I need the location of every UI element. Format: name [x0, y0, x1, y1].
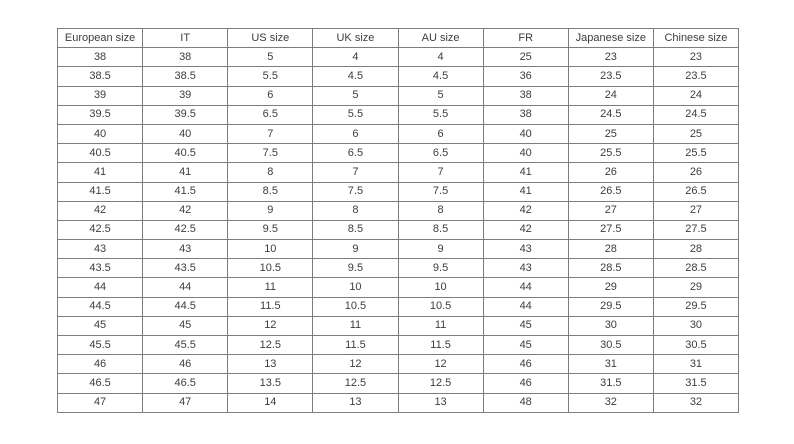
table-row	[58, 336, 739, 355]
table-cell: 7.5	[398, 182, 483, 201]
table-cell: 4	[398, 48, 483, 67]
table-cell: 31.5	[653, 374, 738, 393]
table-cell: 7	[398, 163, 483, 182]
table-cell: 41.5	[58, 182, 143, 201]
table-cell: 6.5	[228, 105, 313, 124]
table-cell: 7	[228, 124, 313, 143]
table-cell: 43	[483, 259, 568, 278]
table-cell: 11.5	[228, 297, 313, 316]
table-cell: 40	[483, 144, 568, 163]
shoe-size-conversion-table	[57, 28, 739, 413]
table-cell: 27	[653, 201, 738, 220]
table-cell: 9.5	[398, 259, 483, 278]
table-cell: 27.5	[653, 220, 738, 239]
table-cell: 45.5	[58, 336, 143, 355]
table-cell: 31	[653, 355, 738, 374]
table-cell: 26	[568, 163, 653, 182]
table-cell: 13.5	[228, 374, 313, 393]
table-cell: 27.5	[568, 220, 653, 239]
table-cell: 29.5	[653, 297, 738, 316]
table-cell: 45	[483, 316, 568, 335]
table-cell: 46	[58, 355, 143, 374]
table-cell: 41	[483, 163, 568, 182]
table-cell: 28	[568, 240, 653, 259]
table-cell: 42.5	[143, 220, 228, 239]
table-cell: 29	[653, 278, 738, 297]
table-cell: 26.5	[653, 182, 738, 201]
table-cell: 45	[58, 316, 143, 335]
table-cell: 38	[58, 48, 143, 67]
table-cell: 12.5	[228, 336, 313, 355]
table-row	[58, 86, 739, 105]
table-cell: 28.5	[653, 259, 738, 278]
table-cell: 42	[143, 201, 228, 220]
table-cell: 25.5	[568, 144, 653, 163]
table-cell: 8	[313, 201, 398, 220]
table-row	[58, 297, 739, 316]
table-cell: 44.5	[143, 297, 228, 316]
table-cell: 8.5	[313, 220, 398, 239]
table-cell: 6.5	[398, 144, 483, 163]
table-cell: 23.5	[568, 67, 653, 86]
table-cell: 45.5	[143, 336, 228, 355]
table-cell: 28.5	[568, 259, 653, 278]
table-cell: 30.5	[653, 336, 738, 355]
table-cell: 42	[483, 201, 568, 220]
table-cell: 41.5	[143, 182, 228, 201]
table-row	[58, 144, 739, 163]
table-cell: 24.5	[653, 105, 738, 124]
table-cell: 27	[568, 201, 653, 220]
table-cell: 9	[313, 240, 398, 259]
table-cell: 24.5	[568, 105, 653, 124]
table-cell: 8.5	[398, 220, 483, 239]
table-cell: 48	[483, 393, 568, 412]
table-cell: 24	[653, 86, 738, 105]
table-cell: 44	[483, 297, 568, 316]
table-cell: 6	[228, 86, 313, 105]
table-cell: 25.5	[653, 144, 738, 163]
table-cell: 40	[143, 124, 228, 143]
table-cell: 44	[58, 278, 143, 297]
table-cell: 38	[143, 48, 228, 67]
table-cell: 9	[228, 201, 313, 220]
table-cell: 10.5	[228, 259, 313, 278]
header-cell: IT	[143, 29, 228, 48]
table-cell: 42	[483, 220, 568, 239]
table-cell: 5.5	[313, 105, 398, 124]
table-cell: 13	[228, 355, 313, 374]
table-row	[58, 48, 739, 67]
header-cell: AU size	[398, 29, 483, 48]
table-cell: 30.5	[568, 336, 653, 355]
table-cell: 44	[483, 278, 568, 297]
table-cell: 11	[228, 278, 313, 297]
table-cell: 6.5	[313, 144, 398, 163]
table-cell: 39	[58, 86, 143, 105]
table-cell: 25	[568, 124, 653, 143]
table-cell: 6	[398, 124, 483, 143]
table-cell: 38	[483, 86, 568, 105]
table-cell: 12.5	[313, 374, 398, 393]
table-cell: 40	[483, 124, 568, 143]
table-cell: 29.5	[568, 297, 653, 316]
table-cell: 9.5	[313, 259, 398, 278]
table-cell: 13	[398, 393, 483, 412]
table-row	[58, 393, 739, 412]
table-cell: 9	[398, 240, 483, 259]
table-cell: 7.5	[313, 182, 398, 201]
table-cell: 38.5	[58, 67, 143, 86]
table-cell: 26	[653, 163, 738, 182]
table-cell: 7.5	[228, 144, 313, 163]
table-cell: 39.5	[58, 105, 143, 124]
table-row	[58, 220, 739, 239]
table-body	[58, 48, 739, 413]
table-cell: 40.5	[58, 144, 143, 163]
table-row	[58, 163, 739, 182]
table-cell: 32	[568, 393, 653, 412]
table-cell: 46	[483, 355, 568, 374]
table-cell: 11.5	[398, 336, 483, 355]
table-row	[58, 67, 739, 86]
table-cell: 12	[228, 316, 313, 335]
table-cell: 45	[483, 336, 568, 355]
table-cell: 6	[313, 124, 398, 143]
table-cell: 42.5	[58, 220, 143, 239]
table-row	[58, 182, 739, 201]
table-cell: 26.5	[568, 182, 653, 201]
table-cell: 32	[653, 393, 738, 412]
table-cell: 41	[483, 182, 568, 201]
table-cell: 13	[313, 393, 398, 412]
table-cell: 8	[398, 201, 483, 220]
table-cell: 12.5	[398, 374, 483, 393]
table-cell: 41	[58, 163, 143, 182]
table-cell: 11	[313, 316, 398, 335]
table-cell: 14	[228, 393, 313, 412]
table-cell: 11	[398, 316, 483, 335]
table-cell: 10.5	[313, 297, 398, 316]
table-cell: 28	[653, 240, 738, 259]
table-cell: 9.5	[228, 220, 313, 239]
table-cell: 25	[653, 124, 738, 143]
table-cell: 47	[143, 393, 228, 412]
table-cell: 30	[568, 316, 653, 335]
table-cell: 40	[58, 124, 143, 143]
table-row	[58, 316, 739, 335]
table-row	[58, 201, 739, 220]
table-cell: 8.5	[228, 182, 313, 201]
table-cell: 24	[568, 86, 653, 105]
table-row	[58, 355, 739, 374]
table-header	[58, 29, 739, 48]
table-cell: 5	[313, 86, 398, 105]
table-cell: 39.5	[143, 105, 228, 124]
table-cell: 45	[143, 316, 228, 335]
table-cell: 5	[398, 86, 483, 105]
table-cell: 41	[143, 163, 228, 182]
table-cell: 46	[483, 374, 568, 393]
table-cell: 10	[313, 278, 398, 297]
table-cell: 11.5	[313, 336, 398, 355]
table-cell: 31.5	[568, 374, 653, 393]
table-cell: 4.5	[398, 67, 483, 86]
table-cell: 7	[313, 163, 398, 182]
table-cell: 10	[398, 278, 483, 297]
table-cell: 46.5	[58, 374, 143, 393]
table-cell: 38.5	[143, 67, 228, 86]
table-cell: 46.5	[143, 374, 228, 393]
table-cell: 10.5	[398, 297, 483, 316]
table-cell: 29	[568, 278, 653, 297]
table-cell: 23	[653, 48, 738, 67]
table-cell: 36	[483, 67, 568, 86]
table-cell: 42	[58, 201, 143, 220]
table-cell: 12	[313, 355, 398, 374]
table-cell: 5.5	[228, 67, 313, 86]
header-cell: Chinese size	[653, 29, 738, 48]
table-cell: 10	[228, 240, 313, 259]
table-cell: 47	[58, 393, 143, 412]
table-cell: 25	[483, 48, 568, 67]
header-cell: UK size	[313, 29, 398, 48]
header-cell: FR	[483, 29, 568, 48]
table-cell: 8	[228, 163, 313, 182]
table-cell: 39	[143, 86, 228, 105]
table-cell: 44	[143, 278, 228, 297]
table-cell: 4.5	[313, 67, 398, 86]
table-container	[57, 28, 739, 413]
table-cell: 4	[313, 48, 398, 67]
table-row	[58, 374, 739, 393]
table-cell: 23.5	[653, 67, 738, 86]
table-cell: 43	[58, 240, 143, 259]
table-cell: 31	[568, 355, 653, 374]
table-cell: 43	[483, 240, 568, 259]
table-cell: 5.5	[398, 105, 483, 124]
header-cell: US size	[228, 29, 313, 48]
table-cell: 40.5	[143, 144, 228, 163]
table-cell: 43.5	[143, 259, 228, 278]
table-row	[58, 240, 739, 259]
table-cell: 38	[483, 105, 568, 124]
table-cell: 12	[398, 355, 483, 374]
table-cell: 30	[653, 316, 738, 335]
header-cell: Japanese size	[568, 29, 653, 48]
table-cell: 44.5	[58, 297, 143, 316]
header-row	[58, 29, 739, 48]
table-cell: 43.5	[58, 259, 143, 278]
table-row	[58, 124, 739, 143]
table-row	[58, 105, 739, 124]
header-cell: European size	[58, 29, 143, 48]
table-cell: 46	[143, 355, 228, 374]
table-cell: 23	[568, 48, 653, 67]
table-row	[58, 259, 739, 278]
table-cell: 43	[143, 240, 228, 259]
table-row	[58, 278, 739, 297]
table-cell: 5	[228, 48, 313, 67]
